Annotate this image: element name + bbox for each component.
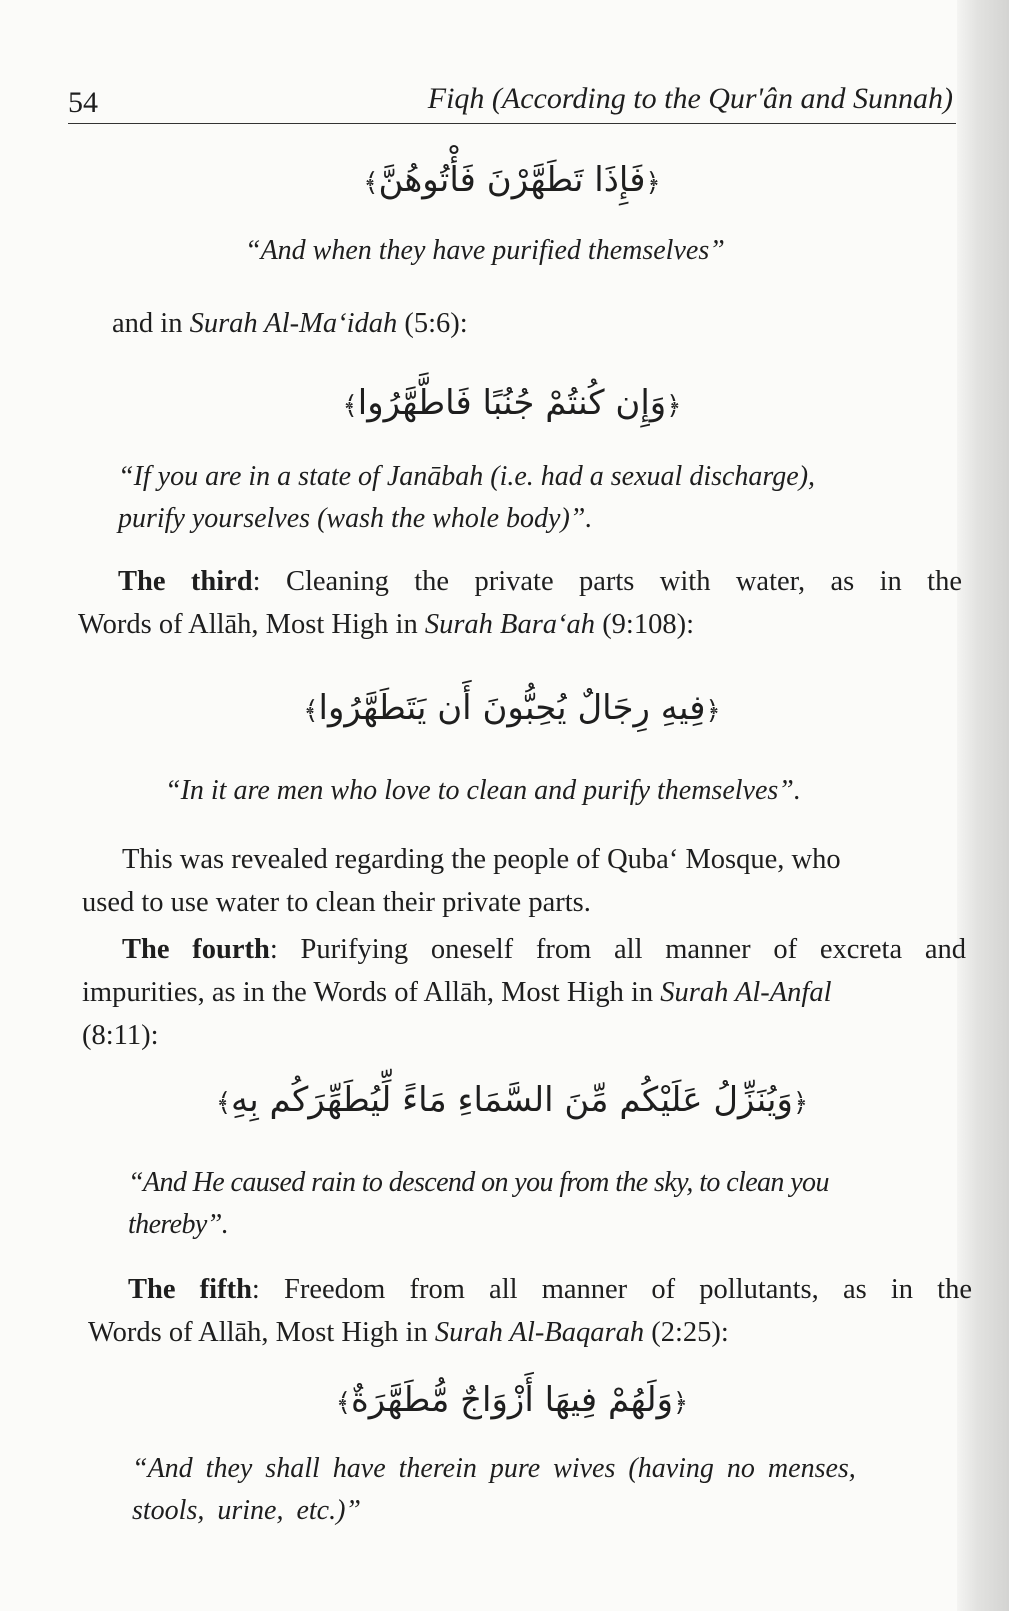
bracket: ﴾	[342, 391, 358, 421]
heading: The fifth	[128, 1274, 252, 1305]
paragraph-fourth	[82, 928, 966, 1057]
bracket: ﴿	[792, 1088, 809, 1118]
verse-text: وَيُنَزِّلُ عَلَيْكُم مِّنَ السَّمَاءِ مَاءً لِّيُطَهِّرَكُم بِهِ	[231, 1080, 793, 1120]
bracket: ﴿	[673, 1388, 689, 1418]
bracket: ﴾	[215, 1088, 232, 1118]
text: Words of Allāh, Most High in	[78, 609, 425, 640]
line: stools, urine, etc.)”	[132, 1495, 361, 1526]
surah-name: Surah Al-Anfal	[660, 977, 832, 1008]
page-number: 54	[68, 86, 98, 119]
bracket: ﴾	[335, 1388, 351, 1418]
heading: The fourth	[122, 934, 270, 965]
text: : Purifying oneself from all manner of excreta and	[269, 934, 966, 965]
text: (5:6):	[397, 308, 468, 339]
arabic-verse-3	[68, 688, 956, 728]
line: thereby”.	[128, 1209, 229, 1240]
paragraph-fifth	[88, 1268, 972, 1354]
translation-3: “In it are men who love to clean and purify themselves”.	[165, 775, 801, 806]
text: Words of Allāh, Most High in	[88, 1317, 435, 1348]
paragraph-intro	[112, 302, 468, 345]
translation-1: “And when they have purified themselves”	[245, 235, 725, 266]
line: (8:11):	[82, 1020, 159, 1051]
header-rule	[68, 123, 956, 124]
page-edge-shadow	[957, 0, 1009, 1611]
line: used to use water to clean their private parts.	[82, 887, 591, 918]
line: purify yourselves (wash the whole body)”.	[118, 503, 593, 534]
paragraph-quba	[82, 838, 966, 924]
line: “And they shall have therein pure wives (having no menses,	[132, 1453, 856, 1484]
surah-name: Surah Al-Baqarah	[434, 1317, 645, 1348]
bracket: ﴾	[303, 696, 319, 726]
running-title: Fiqh (According to the Qur'ân and Sunnah)	[427, 82, 953, 115]
arabic-verse-2	[68, 383, 956, 423]
arabic-verse-4	[68, 1080, 956, 1120]
surah-name: Surah Bara‘ah	[424, 609, 596, 640]
verse-text: وَلَهُمْ فِيهَا أَزْوَاجٌ مُّطَهَّرَةٌ	[350, 1380, 674, 1420]
translation-5	[132, 1448, 856, 1532]
bracket: ﴾	[363, 168, 379, 198]
arabic-verse-5	[68, 1380, 956, 1420]
text: and in	[112, 308, 190, 339]
translation-4	[128, 1162, 829, 1246]
bracket: ﴿	[705, 696, 721, 726]
paragraph-third	[78, 560, 962, 646]
text: (2:25):	[644, 1317, 729, 1348]
text: (9:108):	[595, 609, 695, 640]
heading: The third	[118, 566, 253, 597]
line: This was revealed regarding the people of Quba‘ Mosque, who	[122, 844, 841, 875]
verse-text: وَإِن كُنتُمْ جُنُبًا فَاطَّهَّرُوا	[357, 383, 667, 423]
translation-2	[118, 456, 815, 540]
verse-text: فِيهِ رِجَالٌ يُحِبُّونَ أَن يَتَطَهَّرُوا	[318, 688, 706, 728]
bracket: ﴿	[666, 391, 682, 421]
text: : Freedom from all manner of pollutants, as in the	[251, 1274, 973, 1305]
text: impurities, as in the Words of Allāh, Most High in	[82, 977, 661, 1008]
line: “If you are in a state of Janābah (i.e. had a sexual discharge),	[118, 461, 816, 492]
text: : Cleaning the private parts with water, as in the	[252, 566, 962, 597]
surah-name: Surah Al-Ma‘idah	[189, 308, 398, 339]
verse-text: فَإِذَا تَطَهَّرْنَ فَأْتُوهُنَّ	[378, 160, 646, 200]
line: “And He caused rain to descend on you from the sky, to clean you	[128, 1167, 829, 1198]
arabic-verse-1	[68, 160, 956, 200]
bracket: ﴿	[645, 168, 661, 198]
